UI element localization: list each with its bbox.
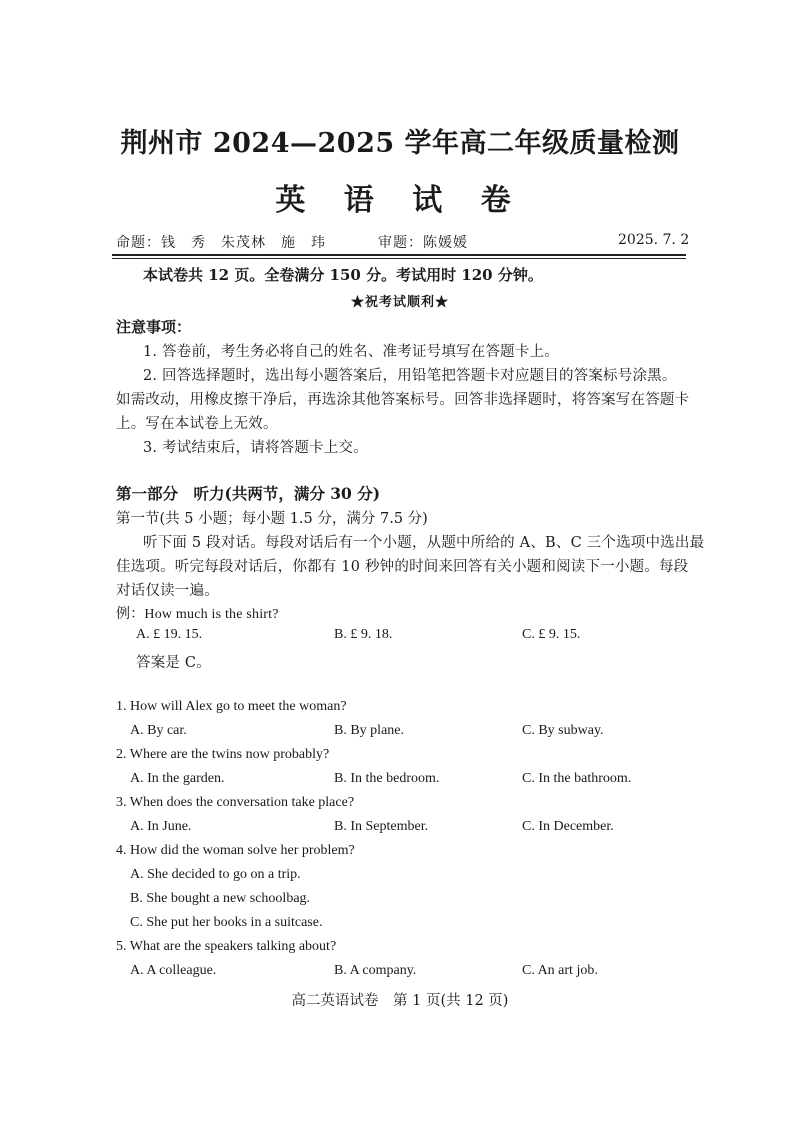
question-5: 5. What are the speakers talking about? <box>116 939 337 954</box>
good-luck-line: ★祝考试顺利★ <box>350 295 449 310</box>
notice-title: 注意事项： <box>116 318 192 336</box>
example-question: 例：How much is the shirt? <box>116 607 279 622</box>
exam-date: 2025. 7. 2 <box>618 232 690 248</box>
example-answer: 答案是 C。 <box>136 655 211 671</box>
q2-option-b: B. In the bedroom. <box>334 771 440 786</box>
authors-line: 命题：钱 秀 朱茂林 施 玮 <box>116 235 326 251</box>
question-2: 2. Where are the twins now probably? <box>116 747 330 762</box>
q2-option-a: A. In the garden. <box>130 771 225 786</box>
q5-option-b: B. A company. <box>334 963 417 978</box>
notice-item-2-cont: 如需改动，用橡皮擦干净后，再选涂其他答案标号。回答非选择题时，将答案写在答题卡 <box>116 392 690 408</box>
part1-heading: 第一部分 听力(共两节，满分 30 分) <box>116 484 381 503</box>
header-rule-thin <box>112 258 686 259</box>
q5-option-c: C. An art job. <box>522 963 598 978</box>
question-4: 4. How did the woman solve her problem? <box>116 843 355 858</box>
q2-option-c: C. In the bathroom. <box>522 771 632 786</box>
exam-subject: 英 语 试 卷 <box>275 183 525 218</box>
page-footer: 高二英语试卷 第 1 页(共 12 页) <box>291 993 509 1009</box>
notice-item-2: 2. 回答选择题时，选出每小题答案后，用铅笔把答题卡对应题目的答案标号涂黑。 <box>143 368 677 384</box>
q1-option-c: C. By subway. <box>522 723 604 738</box>
q3-option-b: B. In September. <box>334 819 429 834</box>
notice-item-2-end: 上。写在本试卷上无效。 <box>116 416 278 432</box>
q1-option-a: A. By car. <box>130 723 187 738</box>
instructions-line-1: 听下面 5 段对话。每段对话后有一个小题，从题中所给的 A、B、C 三个选项中选出最 <box>143 535 705 551</box>
notice-item-1: 1. 答卷前，考生务必将自己的姓名、准考证号填写在答题卡上。 <box>143 344 559 360</box>
question-1: 1. How will Alex go to meet the woman? <box>116 699 347 714</box>
instructions-line-3: 对话仅读一遍。 <box>116 583 219 599</box>
q4-option-c: C. She put her books in a suitcase. <box>130 915 323 930</box>
example-option-c: C. £ 9. 15. <box>522 627 581 642</box>
q3-option-a: A. In June. <box>130 819 192 834</box>
exam-intro: 本试卷共 12 页。全卷满分 150 分。考试用时 120 分钟。 <box>143 266 543 284</box>
instructions-line-2: 佳选项。听完每段对话后，你都有 10 秒钟的时间来回答有关小题和阅读下一小题。每段 <box>116 559 689 575</box>
notice-item-3: 3. 考试结束后，请将答题卡上交。 <box>143 440 368 456</box>
exam-title: 荆州市 2024—2025 学年高二年级质量检测 <box>120 128 680 159</box>
reviewer-line: 审题：陈媛媛 <box>378 235 468 251</box>
q1-option-b: B. By plane. <box>334 723 404 738</box>
section1-heading: 第一节(共 5 小题；每小题 1.5 分，满分 7.5 分) <box>116 511 428 527</box>
q3-option-c: C. In December. <box>522 819 614 834</box>
question-3: 3. When does the conversation take place? <box>116 795 355 810</box>
q4-option-b: B. She bought a new schoolbag. <box>130 891 311 906</box>
q4-option-a: A. She decided to go on a trip. <box>130 867 301 882</box>
example-option-b: B. £ 9. 18. <box>334 627 393 642</box>
q5-option-a: A. A colleague. <box>130 963 217 978</box>
header-rule-thick <box>112 254 686 256</box>
example-option-a: A. £ 19. 15. <box>136 627 203 642</box>
